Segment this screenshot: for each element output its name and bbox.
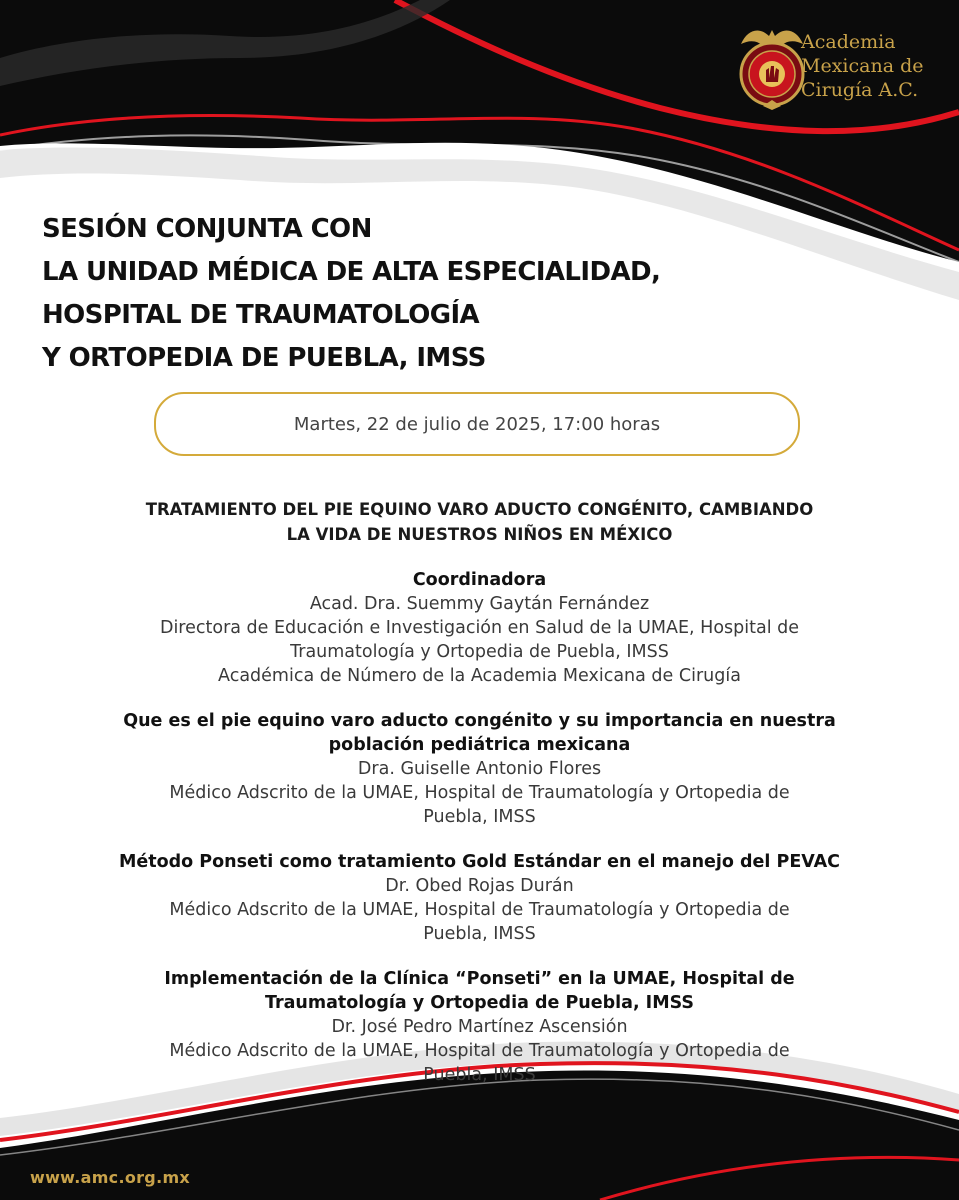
- session-title: [42, 208, 902, 380]
- coordinator-line: Acad. Dra. Suemmy Gaytán Fernández: [309, 594, 650, 614]
- talk-speaker-line: Dra. Guiselle Antonio Flores: [357, 759, 602, 779]
- date-badge: [154, 392, 800, 456]
- talk-speaker-line: Médico Adscrito de la UMAE, Hospital de Traumatología y Ortopedia de: [169, 900, 790, 920]
- talk-title-line: Que es el pie equino varo aducto congénito y su importancia en nuestra: [123, 711, 836, 731]
- date-text: Martes, 22 de julio de 2025, 17:00 horas: [293, 413, 661, 435]
- session-title-line: Y ORTOPEDIA DE PUEBLA, IMSS: [42, 343, 486, 373]
- coordinator-line: Directora de Educación e Investigación en Salud de la UMAE, Hospital de: [159, 618, 800, 638]
- talk-speaker-line: Puebla, IMSS: [423, 924, 536, 944]
- academy-logo: [733, 22, 953, 114]
- talk-title-line: Método Ponseti como tratamiento Gold Estándar en el manejo del PEVAC: [118, 852, 841, 872]
- coordinator-section: [40, 568, 919, 688]
- academy-name-line-3: Cirugía A.C.: [801, 79, 919, 101]
- talk-speaker-line: Dr. Obed Rojas Durán: [385, 876, 574, 896]
- talk-section-3: [40, 967, 919, 1087]
- talk-speaker-line: Médico Adscrito de la UMAE, Hospital de Traumatología y Ortopedia de: [169, 783, 790, 803]
- talk-speaker-line: Médico Adscrito de la UMAE, Hospital de Traumatología y Ortopedia de: [169, 1041, 790, 1061]
- coordinator-heading: Coordinadora: [412, 570, 547, 590]
- talk-speaker-line: Puebla, IMSS: [423, 1065, 536, 1085]
- academy-seal-icon: [733, 22, 811, 112]
- coordinator-line: Traumatología y Ortopedia de Puebla, IMSS: [290, 642, 669, 662]
- session-title-line: HOSPITAL DE TRAUMATOLOGÍA: [42, 300, 480, 330]
- main-topic-title: [40, 497, 919, 547]
- coordinator-line: Académica de Número de la Academia Mexicana de Cirugía: [218, 666, 741, 686]
- main-topic-line: TRATAMIENTO DEL PIE EQUINO VARO ADUCTO CONGÉNITO, CAMBIANDO: [145, 500, 814, 519]
- talk-title-line: población pediátrica mexicana: [328, 735, 631, 755]
- academy-name: [801, 30, 923, 102]
- talk-speaker-line: Puebla, IMSS: [423, 807, 536, 827]
- academy-name-line-2: Mexicana de: [801, 55, 924, 77]
- session-title-line: LA UNIDAD MÉDICA DE ALTA ESPECIALIDAD,: [42, 257, 661, 287]
- talk-title-line: Traumatología y Ortopedia de Puebla, IMSS: [264, 993, 695, 1013]
- footer-url[interactable]: www.amc.org.mx: [30, 1168, 191, 1187]
- talk-speaker-line: Dr. José Pedro Martínez Ascensión: [331, 1017, 628, 1037]
- academy-name-line-1: Academia: [801, 31, 896, 53]
- talk-section-1: [40, 709, 919, 829]
- program-content: [40, 497, 919, 1108]
- session-title-line: SESIÓN CONJUNTA CON: [42, 214, 372, 244]
- talk-section-2: [40, 850, 919, 946]
- talk-title-line: Implementación de la Clínica “Ponseti” en la UMAE, Hospital de: [164, 969, 795, 989]
- main-topic-line: LA VIDA DE NUESTROS NIÑOS EN MÉXICO: [286, 525, 673, 544]
